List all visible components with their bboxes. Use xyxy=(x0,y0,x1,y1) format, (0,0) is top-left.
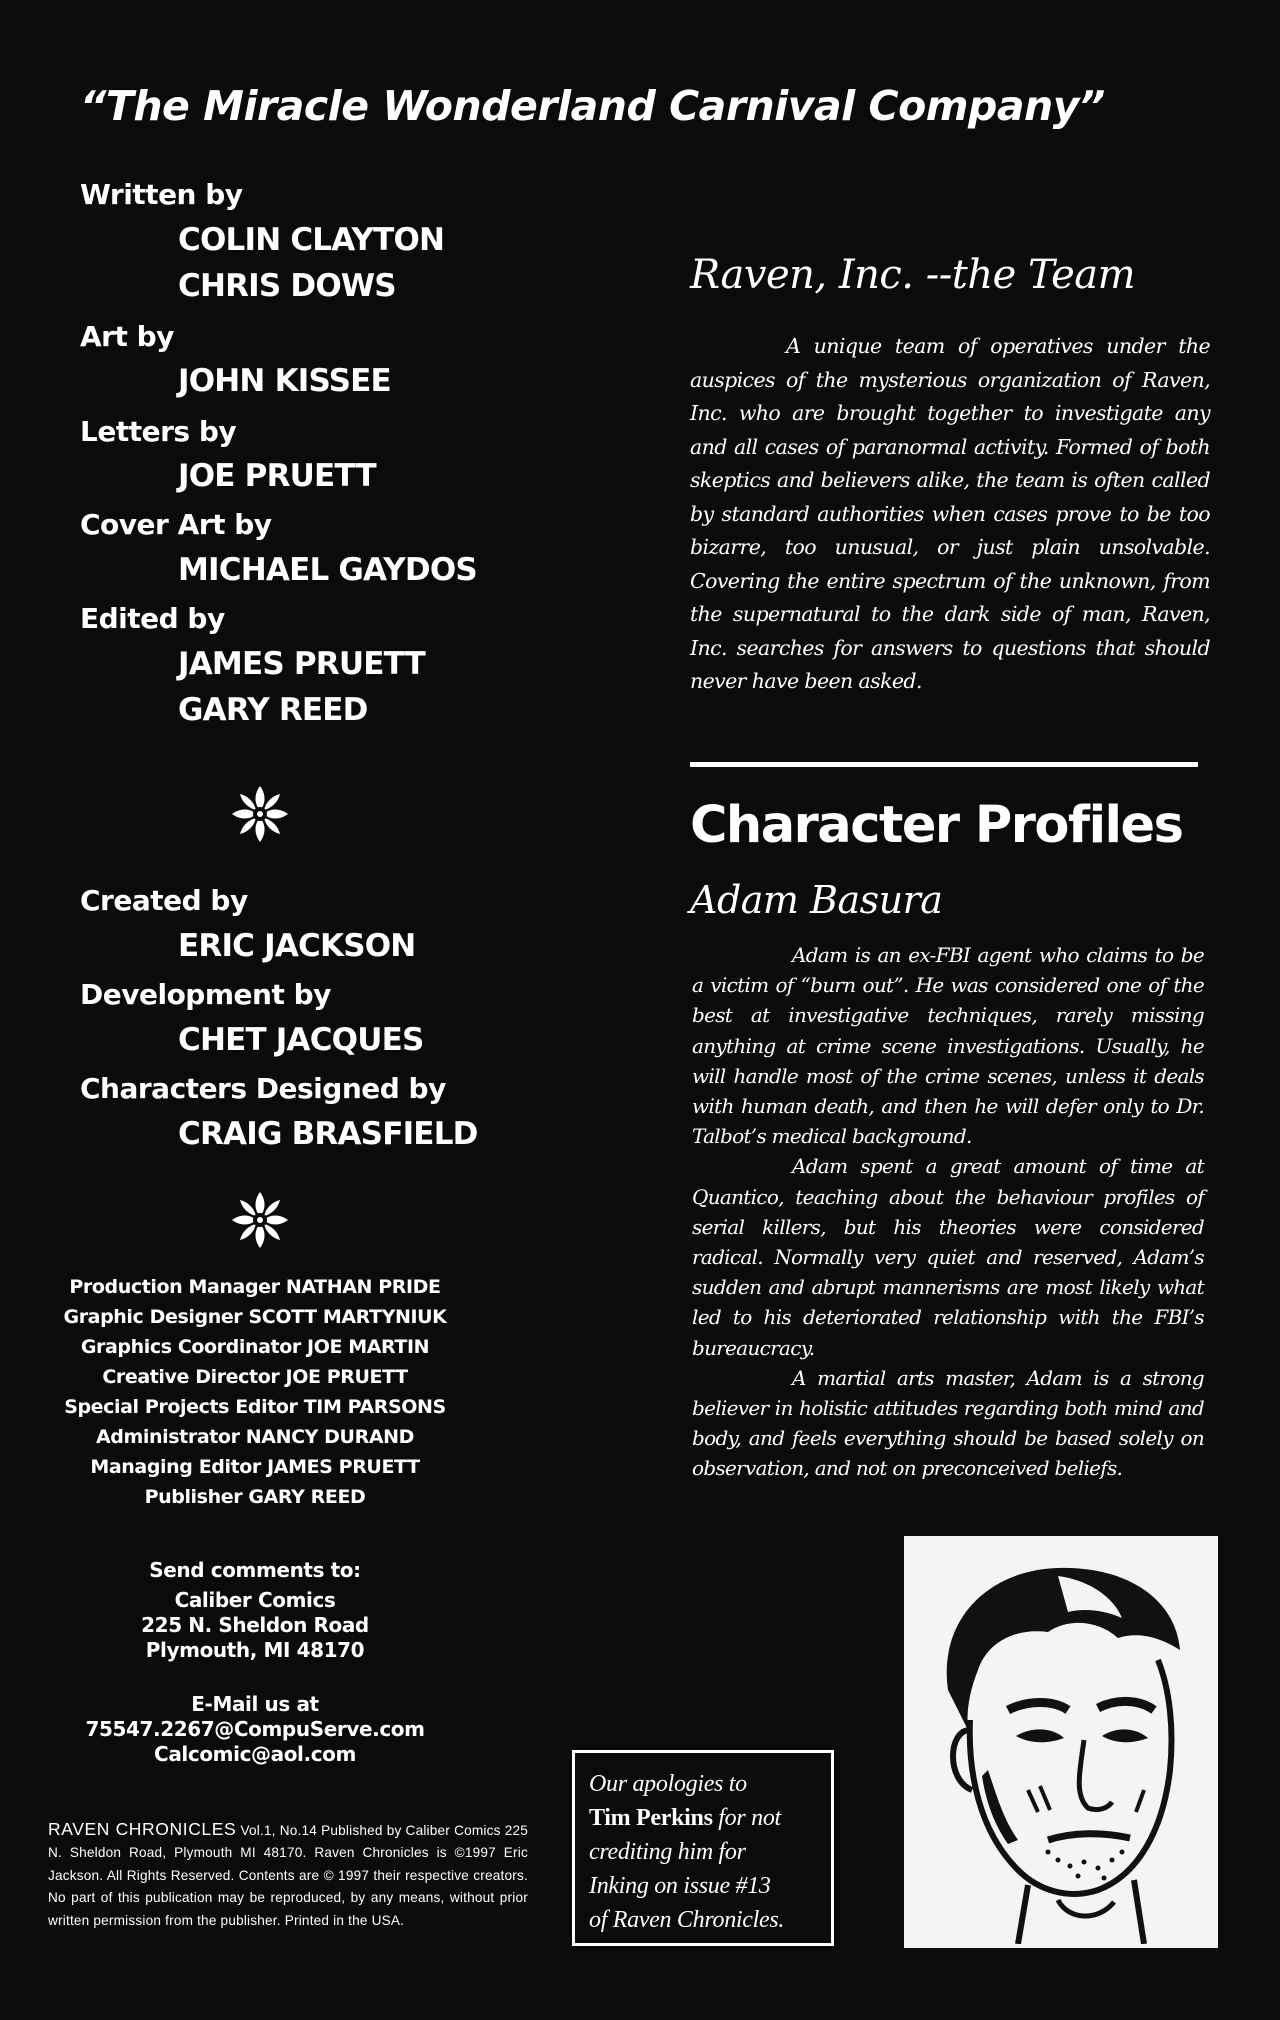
email-heading: E-Mail us at xyxy=(191,1692,319,1716)
apology-credited-name: Tim Perkins xyxy=(589,1805,713,1831)
staff-line: Production Manager NATHAN PRIDE xyxy=(69,1276,441,1298)
profile-paragraph: Adam spent a great amount of time at Quantico, teaching about the behaviour profiles of serial killers, but his theories were considered radical. Normally very quiet and reserved, Adam’s sudden and abrupt mannerisms are most likely what led to his deteriorated relationship with the FBI’s bureaucracy. xyxy=(692,1154,1204,1360)
apology-line: crediting him for xyxy=(589,1839,746,1865)
credit-role-development: Development by xyxy=(80,978,331,1011)
raven-swirl-icon xyxy=(226,1186,294,1254)
credit-name-letterer: JOE PRUETT xyxy=(178,458,376,494)
address-line: Caliber Comics xyxy=(174,1588,336,1612)
credit-name-developer: CHET JACQUES xyxy=(178,1022,424,1058)
credit-role-written: Written by xyxy=(80,178,243,211)
apology-line: Inking on issue #13 xyxy=(589,1873,771,1899)
email-address[interactable]: 75547.2267@CompuServe.com xyxy=(85,1717,425,1741)
profile-body xyxy=(692,940,1204,1484)
section-divider xyxy=(690,762,1198,767)
team-heading: Raven, Inc. --the Team xyxy=(690,252,1136,298)
credit-name-artist: JOHN KISSEE xyxy=(178,363,391,399)
staff-list xyxy=(60,1272,450,1512)
credit-name-editor-2: GARY REED xyxy=(178,692,368,728)
publication-notice xyxy=(48,1818,528,1932)
profile-paragraph: Adam is an ex-FBI agent who claims to be a victim of “burn out”. He was considered one of the best at investigative techniques, rarely missing anything at crime scene investigations. Usually, he will handle most of the crime scenes, unless it deals with human death, and then he will defer only to Dr. Talbot’s medical background. xyxy=(692,943,1204,1149)
portrait-illustration xyxy=(904,1536,1218,1948)
staff-line: Creative Director JOE PRUETT xyxy=(102,1366,408,1388)
publication-text: Vol.1, No.14 Published by Caliber Comics 225 N. Sheldon Road, Plymouth MI 48170. Raven Chronicles is ©1997 Eric Jackson. All Rights Reserved. Contents are © 1997 their respective creators. No part of this publication may be reproduced, by any means, without prior written permission from the publisher. Printed in the USA. xyxy=(48,1823,529,1928)
address-line: Plymouth, MI 48170 xyxy=(145,1638,365,1662)
credit-name-character-designer: CRAIG BRASFIELD xyxy=(178,1116,478,1152)
staff-line: Managing Editor JAMES PRUETT xyxy=(90,1456,420,1478)
apology-line: Our apologies to xyxy=(589,1771,747,1797)
comments-heading: Send comments to: xyxy=(149,1558,361,1582)
email-address[interactable]: Calcomic@aol.com xyxy=(154,1742,356,1766)
credit-role-characters: Characters Designed by xyxy=(80,1072,446,1105)
team-description: A unique team of operatives under the auspices of the mysterious organization of Raven, Inc. who are brought together to investigate any and all cases of paranormal activity. Formed of both skeptics and believers alike, the team is often called by standard authorities when cases prove to be too bizarre, too unusual, or just plain unsolvable. Covering the entire spectrum of the unknown, from the supernatural to the dark side of man, Raven, Inc. searches for answers to questions that should never have been asked. xyxy=(690,334,1210,693)
credit-role-cover: Cover Art by xyxy=(80,508,272,541)
profile-paragraph: A martial arts master, Adam is a strong believer in holistic attitudes regarding both mind and body, and feels everything should be based solely on observation, and not on preconceived beliefs. xyxy=(692,1365,1204,1481)
apology-line: Tim Perkins for not xyxy=(589,1805,781,1831)
apology-box xyxy=(572,1750,834,1946)
raven-swirl-icon xyxy=(226,780,294,848)
staff-line: Administrator NANCY DURAND xyxy=(96,1426,414,1448)
address-line: 225 N. Sheldon Road xyxy=(141,1613,369,1637)
credit-name-writer-2: CHRIS DOWS xyxy=(178,268,396,304)
credit-role-art: Art by xyxy=(80,320,174,353)
credit-role-letters: Letters by xyxy=(80,415,237,448)
profile-name: Adam Basura xyxy=(690,878,943,922)
staff-line: Special Projects Editor TIM PARSONS xyxy=(64,1396,446,1418)
staff-line: Graphics Coordinator JOE MARTIN xyxy=(80,1336,430,1358)
comments-address xyxy=(60,1558,450,1663)
staff-line: Publisher GARY REED xyxy=(144,1486,366,1508)
profiles-heading: Character Profiles xyxy=(690,796,1183,855)
credit-role-edited: Edited by xyxy=(80,602,225,635)
credit-name-creator: ERIC JACKSON xyxy=(178,928,416,964)
apology-line: of Raven Chronicles. xyxy=(589,1907,785,1933)
credit-name-cover-artist: MICHAEL GAYDOS xyxy=(178,552,477,588)
publication-title: RAVEN CHRONICLES xyxy=(48,1819,237,1839)
credit-name-editor-1: JAMES PRUETT xyxy=(178,646,426,682)
email-block xyxy=(60,1692,450,1767)
credit-name-writer-1: COLIN CLAYTON xyxy=(178,222,445,258)
story-title: “The Miracle Wonderland Carnival Company” xyxy=(80,82,1105,130)
credit-role-created: Created by xyxy=(80,884,248,917)
staff-line: Graphic Designer SCOTT MARTYNIUK xyxy=(63,1306,447,1328)
